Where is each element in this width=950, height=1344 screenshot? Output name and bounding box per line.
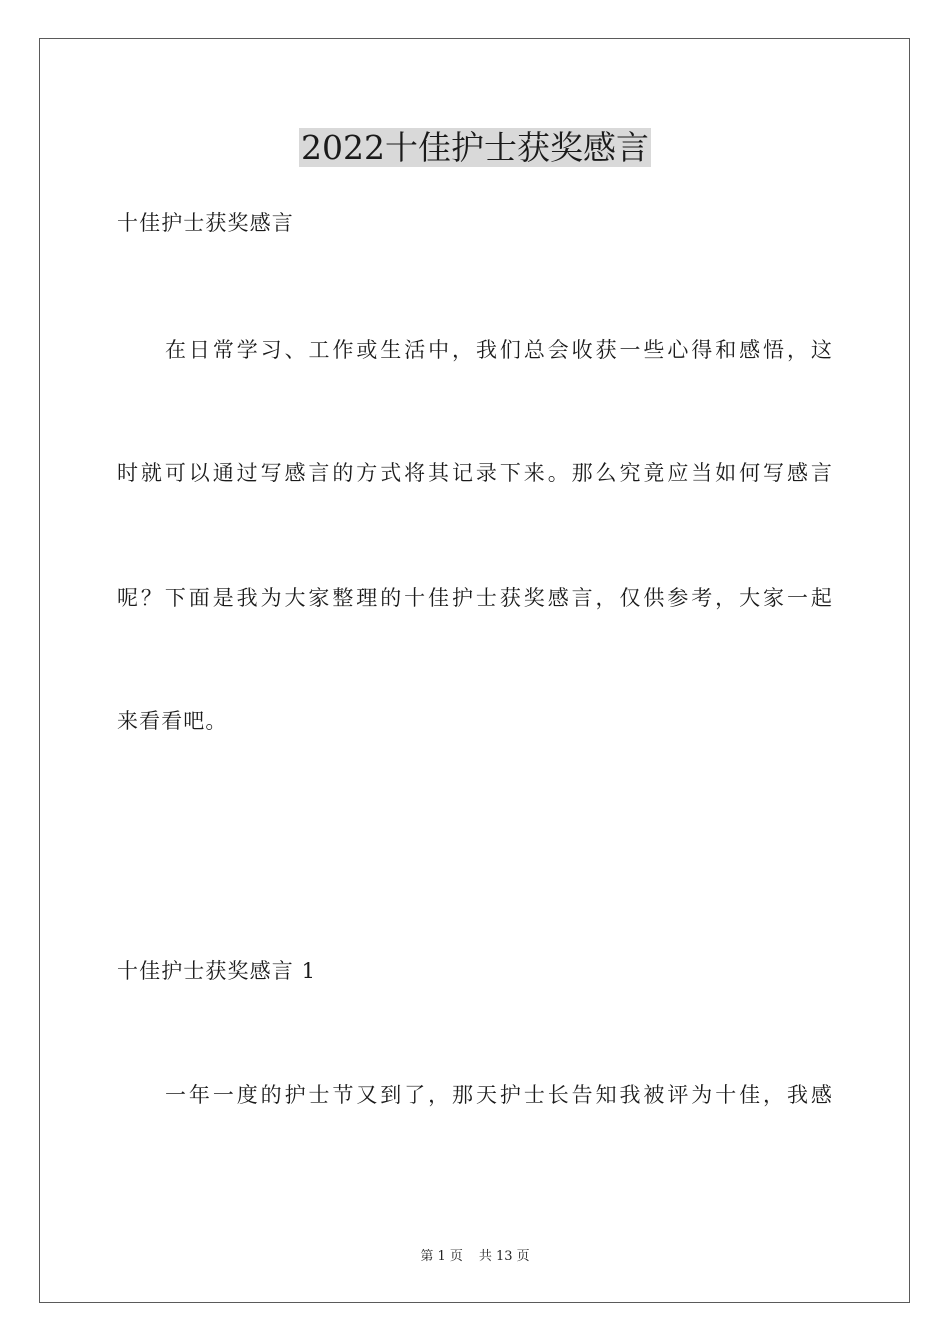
page-footer <box>0 1248 950 1266</box>
page-total: 共 13 页 <box>478 1249 530 1264</box>
section-heading: 十佳护士获奖感言 1 <box>117 959 317 983</box>
intro-line-2: 时就可以通过写感言的方式将其记录下来。那么究竟应当如何写感言 <box>117 461 833 485</box>
document-title-text: 2022十佳护士获奖感言 <box>301 128 649 167</box>
section-line-1: 一年一度的护士节又到了，那天护士长告知我被评为十佳，我感 <box>165 1083 833 1107</box>
page-number: 第 1 页 <box>420 1249 463 1264</box>
intro-line-4: 来看看吧。 <box>117 709 228 733</box>
intro-line-3: 呢？下面是我为大家整理的十佳护士获奖感言，仅供参考，大家一起 <box>117 586 833 610</box>
document-title <box>0 126 950 170</box>
document-heading: 十佳护士获奖感言 <box>117 211 294 235</box>
intro-line-1: 在日常学习、工作或生活中，我们总会收获一些心得和感悟，这 <box>165 338 833 362</box>
